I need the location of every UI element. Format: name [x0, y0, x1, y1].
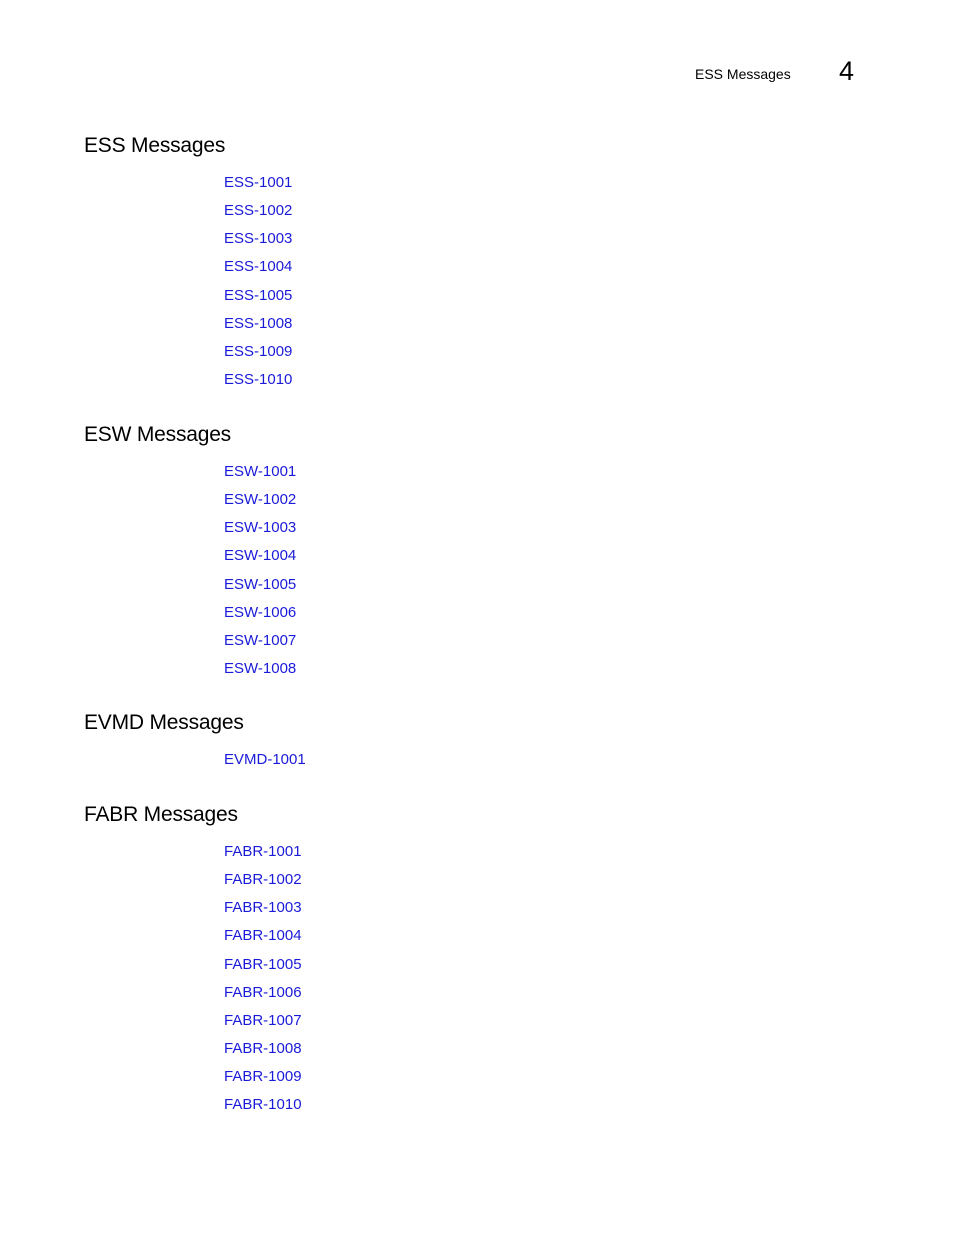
message-link-fabr-1004[interactable]: FABR-1004	[224, 927, 302, 945]
list-item	[224, 343, 784, 371]
message-link-fabr-1008[interactable]: FABR-1008	[224, 1039, 302, 1057]
message-link-ess-1001[interactable]: ESS-1001	[224, 174, 293, 191]
message-link-esw-1002[interactable]: ESW-1002	[224, 491, 297, 509]
list-item	[224, 491, 784, 519]
message-link-fabr-1003[interactable]: FABR-1003	[224, 899, 302, 917]
section-heading: ESW Messages	[84, 423, 231, 446]
list-item	[224, 751, 784, 779]
message-link-fabr-1007[interactable]: FABR-1007	[224, 1011, 302, 1029]
message-link-ess-1008[interactable]: ESS-1008	[224, 314, 293, 332]
message-link-list	[84, 174, 784, 399]
message-link-ess-1010[interactable]: ESS-1010	[224, 370, 293, 388]
list-item	[224, 315, 784, 343]
list-item	[224, 371, 784, 399]
section-heading: ESS Messages	[84, 134, 226, 157]
list-item	[224, 660, 784, 688]
message-link-esw-1008[interactable]: ESW-1008	[224, 659, 297, 677]
message-link-fabr-1002[interactable]: FABR-1002	[224, 871, 302, 889]
list-item	[224, 984, 784, 1012]
message-link-esw-1001[interactable]: ESW-1001	[224, 463, 297, 480]
running-header-title: ESS Messages	[695, 66, 791, 82]
section-esw-messages	[84, 422, 784, 688]
message-link-ess-1005[interactable]: ESS-1005	[224, 286, 293, 304]
message-link-list	[84, 463, 784, 688]
message-link-esw-1006[interactable]: ESW-1006	[224, 603, 297, 621]
list-item	[224, 1012, 784, 1040]
message-link-ess-1009[interactable]: ESS-1009	[224, 342, 293, 360]
message-link-esw-1003[interactable]: ESW-1003	[224, 519, 297, 537]
list-item	[224, 1068, 784, 1096]
message-link-evmd-1001[interactable]: EVMD-1001	[224, 751, 306, 768]
section-heading: FABR Messages	[84, 803, 238, 826]
message-link-fabr-1001[interactable]: FABR-1001	[224, 843, 302, 860]
message-link-fabr-1010[interactable]: FABR-1010	[224, 1096, 302, 1114]
list-item	[224, 230, 784, 258]
list-item	[224, 1096, 784, 1124]
list-item	[224, 519, 784, 547]
list-item	[224, 604, 784, 632]
section-ess-messages	[84, 133, 784, 399]
list-item	[224, 202, 784, 230]
list-item	[224, 258, 784, 286]
list-item	[224, 463, 784, 491]
list-item	[224, 1040, 784, 1068]
message-link-list	[84, 751, 784, 779]
message-link-fabr-1005[interactable]: FABR-1005	[224, 955, 302, 973]
list-item	[224, 547, 784, 575]
list-item	[224, 632, 784, 660]
list-item	[224, 843, 784, 871]
message-link-fabr-1006[interactable]: FABR-1006	[224, 983, 302, 1001]
message-link-ess-1004[interactable]: ESS-1004	[224, 258, 293, 276]
list-item	[224, 956, 784, 984]
message-link-esw-1005[interactable]: ESW-1005	[224, 575, 297, 593]
message-link-ess-1003[interactable]: ESS-1003	[224, 230, 293, 248]
message-link-fabr-1009[interactable]: FABR-1009	[224, 1068, 302, 1086]
list-item	[224, 174, 784, 202]
section-evmd-messages	[84, 710, 784, 779]
list-item	[224, 871, 784, 899]
list-item	[224, 287, 784, 315]
section-fabr-messages	[84, 802, 784, 1124]
message-link-ess-1002[interactable]: ESS-1002	[224, 202, 293, 220]
section-heading: EVMD Messages	[84, 711, 244, 734]
chapter-number: 4	[839, 56, 855, 86]
running-header	[0, 56, 954, 88]
list-item	[224, 899, 784, 927]
list-item	[224, 927, 784, 955]
list-item	[224, 576, 784, 604]
message-link-esw-1004[interactable]: ESW-1004	[224, 547, 297, 565]
message-link-list	[84, 843, 784, 1124]
message-link-esw-1007[interactable]: ESW-1007	[224, 631, 297, 649]
